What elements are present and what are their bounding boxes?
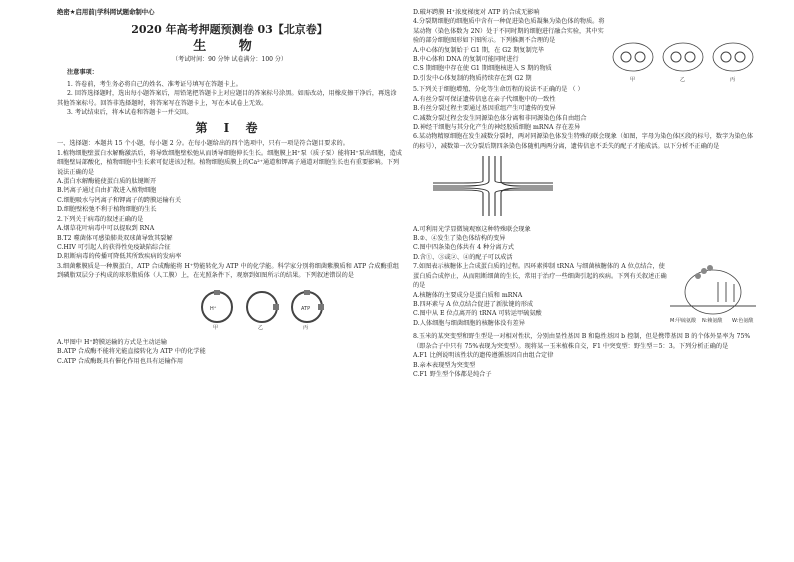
q2-option-b: B.T2 噬菌体可感染肺炎双球菌导致其裂解 [57,234,173,242]
question-3-stem: 3.细菌紫膜质是一种膜蛋白，ATP 合成酶能将 H⁺势能转化为 ATP 中的化学能。科学家分别将细菌紫膜质和 ATP 合成酶重组到磷脂双层分子构成的球形脂质体（人工膜）上，在光照条件下，观察到如图所示的结果。下列叙述错误的是 [57,262,400,280]
exam-title: 2020 年高考押题预测卷 03【北京卷】 [131,23,328,37]
q1-option-d: D.细胞壁松弛不利于植物细胞的生长 [57,206,157,214]
q5-option-b: B.有丝分裂过程主要通过基因重组产生可遗传的变异 [413,105,556,113]
notice-item: 3. 考试结束后，将本试卷和答题卡一并交回。 [67,109,193,117]
q3-label-bing: 丙 [303,324,309,331]
q6-option-a: A.可利用光学显微镜观察这种特殊联会现象 [413,225,531,233]
q7-legend-w: W:色氨酸 [732,318,754,325]
q3-option-a: A.甲图中 H⁺跨膜运输的方式是主动运输 [57,338,167,346]
right-column [413,8,758,379]
q4-option-b: B.中心体和 DNA 的复制可能同时进行 [413,56,519,64]
q3-option-b: B.ATP 合成酶不能将光能直接转化为 ATP 中的化学能 [57,348,206,356]
q7-legend-n: N:赖氨酸 [702,318,723,325]
q4-label-bing: 丙 [730,77,736,84]
question-1-stem: 1.植物细胞壁蛋白水解酶激活后，将导致细胞壁松弛从而诱导细胞伸长生长。细胞膜上H⁺泵（质子泵）能将H⁺泵出细胞，造成细胞壁局部酸化，植物细胞中生长素可促进该过程。植物细胞质膜上的Ca²⁺通道和钾离子通道对细胞生长也有重要影响。下列说法正确的是 [57,149,402,176]
q4-cell-fusion-diagram [608,37,758,85]
q3-liposome-diagram [57,285,402,331]
q2-option-d: D.阻断病毒的传播可降低其所致疾病的发病率 [57,253,182,261]
q7-ribosome-diagram [668,262,758,332]
left-column [57,8,402,366]
question-4-stem: 4.分裂期细胞的细胞质中含有一种促进染色质凝集为染色体的物质。将某动物（染色体数为 2N）处于不同时期的细胞进行融合实验，其中实验的部分细胞图形如下图所示。下列推测不合理的是 [413,18,605,45]
q1-option-b: B.钙离子通过自由扩散进入植物细胞 [57,187,157,195]
q6-option-d: D.含①、③或②、④的配子可以成活 [413,253,513,261]
notice-item: 2. 回答选择题时，选出每小题答案后，用铅笔把答题卡上对应题目的答案标号涂黑。如需改动，用橡皮擦干净后，再选涂其他答案标号。回答非选择题时，将答案写在答题卡上，写在本试卷上无效。 [57,90,397,107]
question-5-stem: 5.下列关于细胞增殖、分化等生命历程的说法不正确的是 （ ） [413,86,584,94]
q3-label-jia: 甲 [213,324,219,331]
notice-heading: 注意事项： [67,69,98,77]
q3-figure [57,285,402,334]
q8-option-b: B.亲本表现型为突变型 [413,361,476,369]
q2-option-c: C.HIV 可引起人的获得性免疫缺陷综合征 [57,243,171,251]
q7-legend-m: M:甲硫氨酸 [670,318,696,325]
exam-info: （考试时间：90 分钟 试卷满分：100 分） [172,56,287,64]
svg-text:ATP: ATP [301,305,311,312]
q3-label-yi: 乙 [258,324,264,331]
q7-option-d: D.人体细胞与细菌细胞的核糖体没有差异 [413,319,525,327]
q3-option-d: D.破坏跨膜 H⁺浓度梯度对 ATP 的合成无影响 [413,9,540,16]
subject-title: 生 物 [193,39,266,55]
secret-label: 绝密★启用前|学科网试题命制中心 [57,8,155,16]
q6-option-c: C.图中四条染色体共有 4 种分离方式 [413,244,514,252]
q8-option-a: A.F1 比例说明该性状的遗传遵循基因自由组合定律 [413,352,554,360]
svg-text:H⁺: H⁺ [210,305,217,312]
q7-option-a: A.核糖体的主要成分是蛋白质和 mRNA [413,291,523,299]
question-2-stem: 2.下列关于病毒的叙述正确的是 [57,215,144,223]
q1-option-a: A.蛋白水解酶能使蛋白质的肽键断开 [57,178,157,186]
section-intro: 一、选择题：本题共 15 个小题，每小题 2 分。在每小题给出的四个选项中，只有一项是符合题目要求的。 [57,140,349,148]
q7-block [413,262,758,332]
q1-option-c: C.细胞吸水与钙离子和钾离子的跨膜运输有关 [57,196,182,204]
q5-option-d: D.神经干细胞与其分化产生的神经胶质细胞 mRNA 存在差异 [413,124,581,132]
q5-option-a: A.有丝分裂可保证遗传信息在亲子代细胞中的一致性 [413,95,556,103]
q8-option-c: C.F1 野生型个体都是纯合子 [413,370,492,378]
q4-block [413,17,758,85]
q4-option-d: D.引发中心体复制的物质持续存在到 G2 期 [413,74,532,82]
volume-title: 第 I 卷 [195,121,264,136]
q4-label-yi: 乙 [680,77,686,84]
notice-item: 1. 答卷前，考生务必将自己的姓名、准考证号填写在答题卡上。 [67,80,242,88]
q6-figure [413,155,758,220]
q7-option-c: C.图中从 E 位点离开的 tRNA 可转运甲硫氨酸 [413,310,542,318]
question-7-stem: 7.如图表示核糖体上合成蛋白质的过程。四环素抑制 tRNA 与细菌核糖体的 A 位点结合，使蛋白质合成停止，从而阻断细菌的生长，常用于治疗一些细菌引起的疾病。下列有关叙述正确的是 [413,263,667,290]
q3-option-c: C.ATP 合成酶既具有催化作用也具有运输作用 [57,357,184,365]
question-8-stem: 8.玉米的某突变型和野生型是一对相对性状，分别由显性基因 B 和隐性基因 b 控制，但是携带基因 B 的个体外显率为 75%（即杂合子中只有 75%表现为突变型）。现将某一玉米植株自交，F1 中突变型：野生型＝5：3。下列分析正确的是 [413,333,751,350]
question-6-stem: 6.某动物精原细胞在发生减数分裂时，两对同源染色体发生特殊的联会现象（如图，字母为染色体区段的标号，数字为染色体的标号），减数第一次分裂后期四条染色体随机两两分离，遗传信息不丢失的配子才能成活。以下分析不正确的是 [413,133,754,150]
q6-chromosome-cross-diagram [413,155,758,217]
q4-option-c: C.S 期细胞中存在使 G1 期细胞核进入 S 期的物质 [413,65,552,73]
q4-label-jia: 甲 [630,77,636,84]
q5-option-c: C.减数分裂过程会发生同源染色体分离和非同源染色体自由组合 [413,114,587,122]
q6-option-b: B.②、④发生了染色体结构的变异 [413,235,506,243]
q7-option-b: B.四环素与 A 位点结合促进了新肽键的形成 [413,300,534,308]
q2-option-a: A.烟草花叶病毒中可以提取到 RNA [57,225,155,233]
q4-option-a: A.中心体的复制始于 G1 期，在 G2 期复制完毕 [413,46,545,54]
